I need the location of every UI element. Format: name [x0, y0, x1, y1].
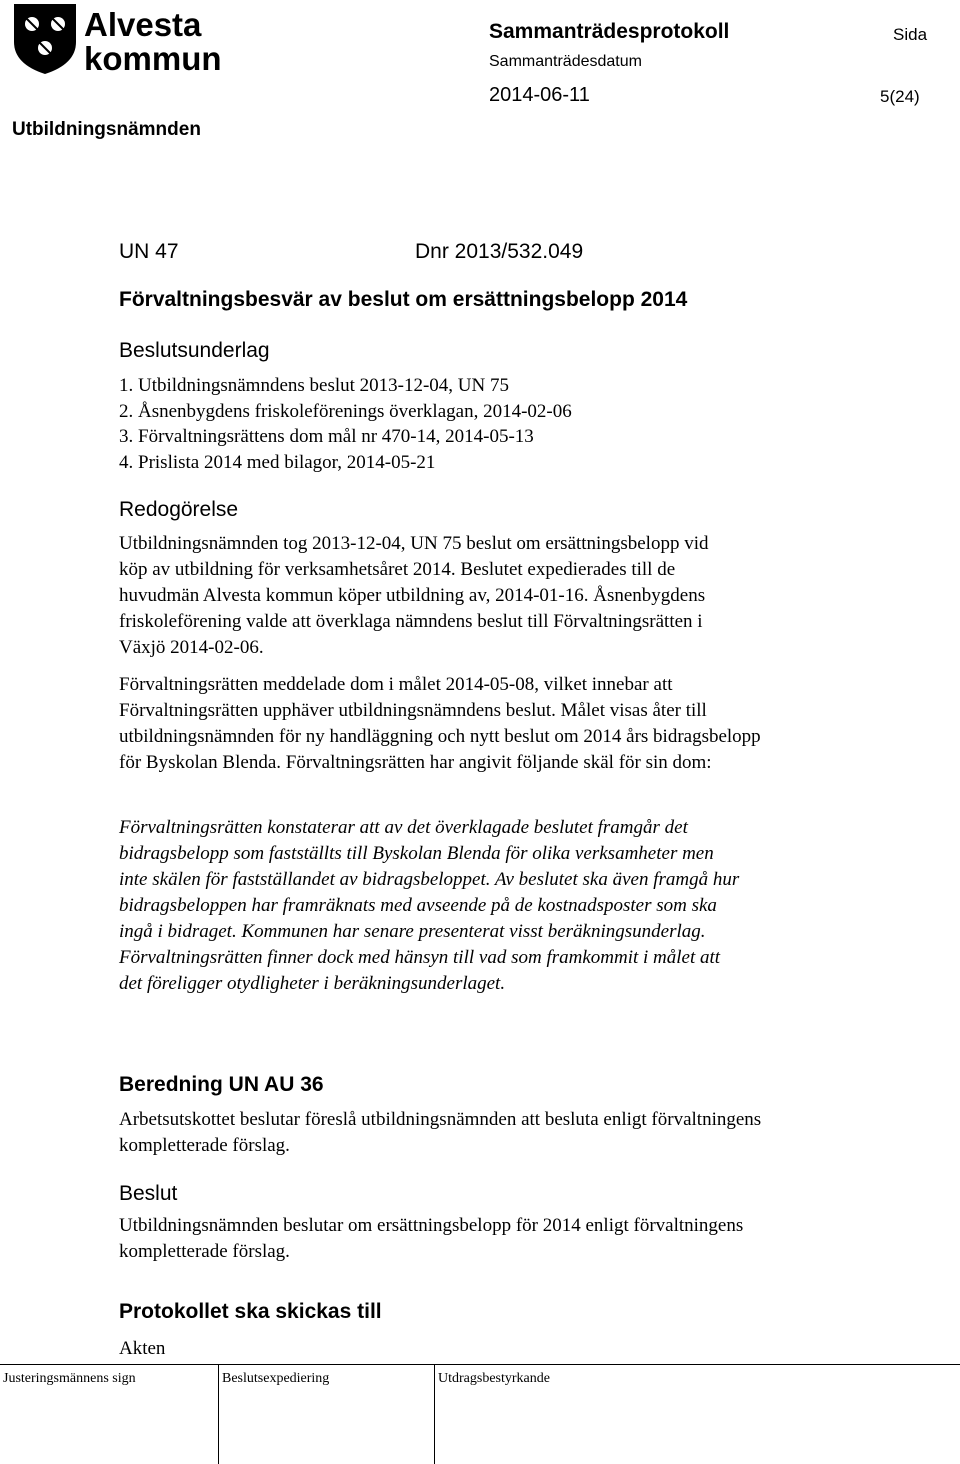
svg-text:kommun: kommun: [84, 40, 222, 76]
section-heading-beslut: Beslut: [119, 1182, 178, 1205]
protocol-title: Sammanträdesprotokoll: [489, 20, 730, 43]
case-number: UN 47: [119, 240, 179, 263]
footer-label: Utdragsbestyrkande: [438, 1371, 550, 1386]
footer-label: Justeringsmännens sign: [3, 1371, 136, 1386]
list-item: 3. Förvaltningsrättens dom mål nr 470-14, 2014-05-13: [119, 426, 534, 448]
date-label: Sammanträdesdatum: [489, 53, 642, 70]
section-heading-redogorelse: Redogörelse: [119, 498, 239, 521]
section-heading-beslutsunderlag: Beslutsunderlag: [119, 339, 270, 362]
list-item: 2. Åsnenbygdens friskoleförenings överklagan, 2014-02-06: [119, 400, 572, 422]
list-item: 4. Prislista 2014 med bilagor, 2014-05-21: [119, 451, 436, 473]
crest-icon: [14, 4, 76, 74]
footer-dispatch-box: [218, 1364, 434, 1464]
section-heading-distribution: Protokollet ska skickas till: [119, 1300, 382, 1323]
meeting-date: 2014-06-11: [489, 84, 590, 106]
section-heading-beredning: Beredning UN AU 36: [119, 1073, 324, 1096]
distribution-recipient: Akten: [119, 1338, 166, 1359]
page-label: Sida: [893, 25, 928, 44]
footer-signature-box: [0, 1364, 218, 1464]
page-number: 5(24): [880, 87, 920, 106]
coat-of-arms-icon: [12, 2, 242, 76]
case-title: Förvaltningsbesvär av beslut om ersättningsbelopp 2014: [119, 288, 688, 311]
paragraph: Arbetsutskottet beslutar föreslå utbildningsnämnden att besluta enligt förvaltningens kompletterade förslag.: [119, 1109, 762, 1156]
org-logo: [12, 2, 242, 76]
svg-text:Alvesta: Alvesta: [84, 6, 202, 43]
footer-label: Beslutsexpediering: [222, 1371, 330, 1386]
committee-name: Utbildningsnämnden: [12, 119, 201, 140]
list-item: 1. Utbildningsnämndens beslut 2013-12-04, UN 75: [119, 375, 510, 396]
footer-certification-box: [434, 1364, 960, 1464]
paragraph: Utbildningsnämnden beslutar om ersättningsbelopp för 2014 enligt förvaltningens kompletterade förslag.: [119, 1215, 744, 1262]
paragraph: Utbildningsnämnden tog 2013-12-04, UN 75 beslut om ersättningsbelopp vid köp av utbildning för verksamhetsåret 2014. Beslutet expedierades till de huvudmän Alvesta kommun köper utbildning av, 2014-01-16. Åsnenbygdens friskoleförening valde att överklaga nämndens beslut till Förvaltningsrätten i Växjö 2014-02-06.: [119, 533, 709, 658]
decision-basis-list: [119, 373, 939, 475]
case-dnr: Dnr 2013/532.049: [415, 240, 584, 263]
paragraph: Förvaltningsrätten meddelade dom i målet 2014-05-08, vilket innebar att Förvaltningsrätten upphäver utbildningsnämndens beslut. Målet visas åter till utbildningsnämnden för ny handläggning och nytt beslut om 2014 års bidragsbelopp för Byskolan Blenda. Förvaltningsrätten har angivit följande skäl för sin dom:: [119, 674, 761, 773]
court-quote: Förvaltningsrätten konstaterar att av det överklagade beslutet framgår det bidragsbelopp som fastställts till Byskolan Blenda för olika verksamheter men inte skälen för fastställandet av bidragsbeloppet. Av beslutet ska även framgå hur bidragsbeloppen har framräknats med avseende på de kostnadsposter som ska ingå i bidraget. Kommunen har senare presenterat visst beräkningsunderlag. Förvaltningsrätten finner dock med hänsyn till vad som framkommit i målet att det föreligger otydligheter i beräkningsunderlaget.: [119, 817, 740, 994]
